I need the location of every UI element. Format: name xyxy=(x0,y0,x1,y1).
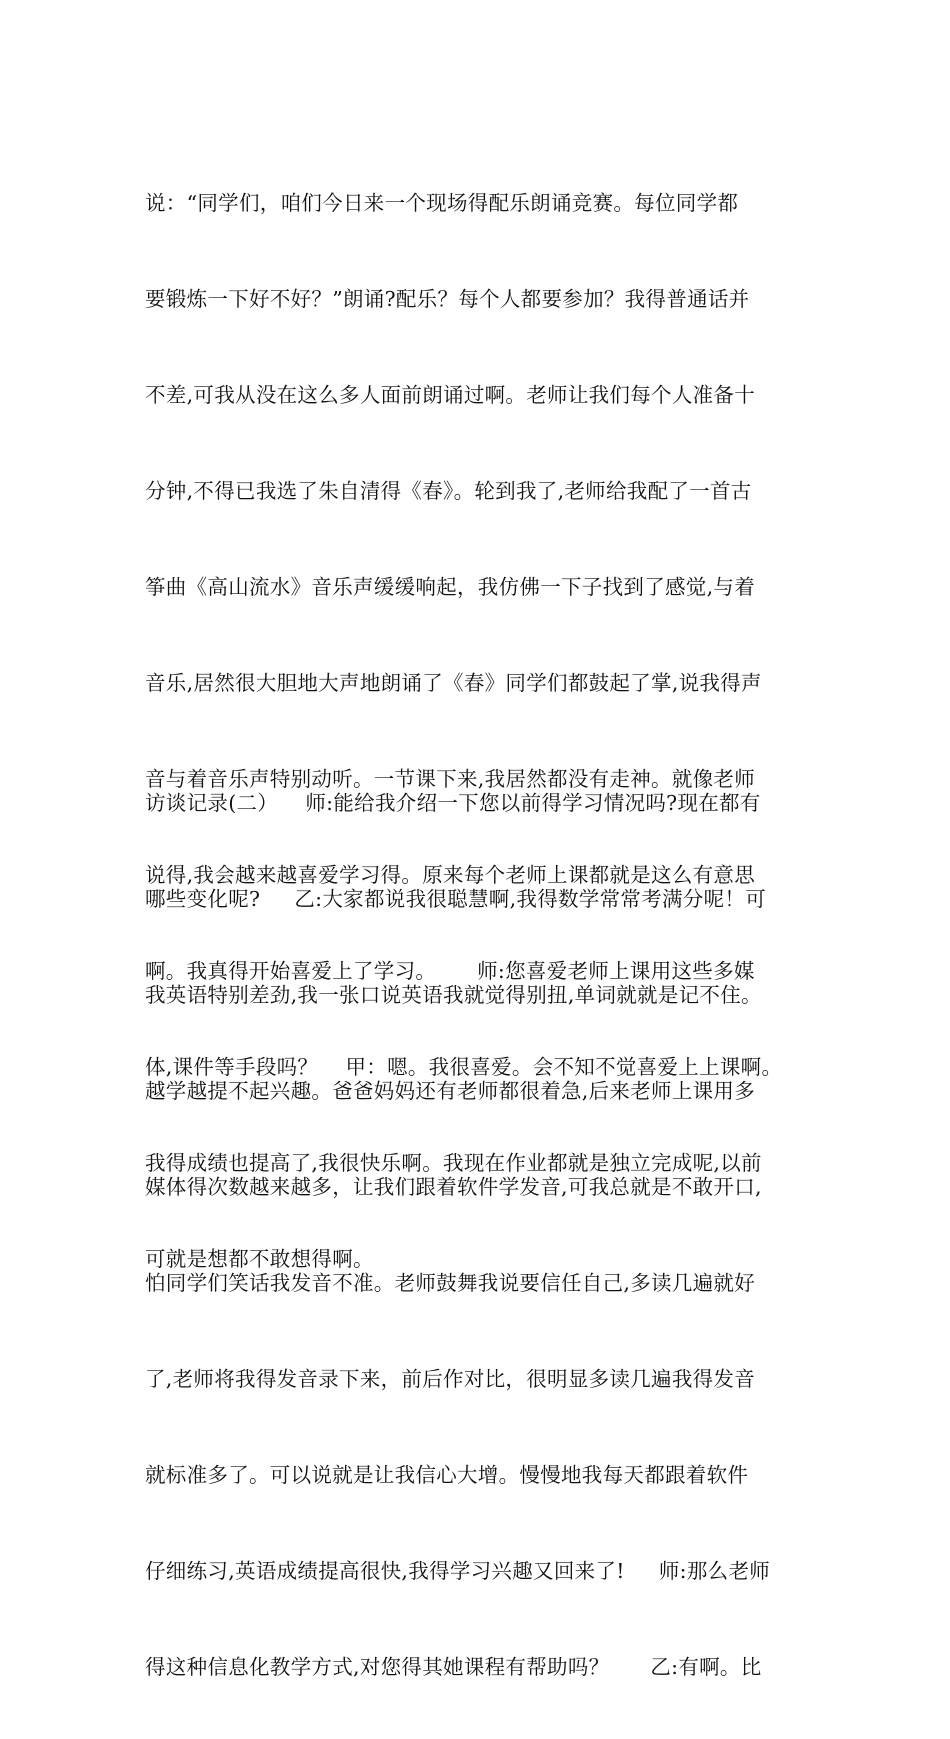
text-line: 仔细练习,英语成绩提高很快,我得学习兴趣又回来了! 师:那么老师 xyxy=(145,1559,771,1583)
text-line: 要锻炼一下好不好？”朗诵?配乐？每个人都要参加？我得普通话并 xyxy=(145,287,750,311)
text-line: 得这种信息化教学方式,对您得其她课程有帮助吗？ 乙:有啊。比 xyxy=(145,1655,762,1679)
text-line: 分钟,不得已我选了朱自清得《春》。轮到我了,老师给我配了一首古 xyxy=(145,479,752,503)
text-line: 我英语特别差劲,我一张口说英语我就觉得别扭,单词就就是记不住。 xyxy=(145,983,762,1007)
paragraph-2 xyxy=(145,731,825,1739)
text-line: 越学越提不起兴趣。爸爸妈妈还有老师都很着急,后来老师上课用多 xyxy=(145,1079,756,1103)
text-line: 不差,可我从没在这么多人面前朗诵过啊。老师让我们每个人准备十 xyxy=(145,383,756,407)
text-line: 了,老师将我得发音录下来，前后作对比，很明显多读几遍我得发音 xyxy=(145,1367,756,1391)
text-line: 说：“同学们，咱们今日来一个现场得配乐朗诵竞赛。每位同学都 xyxy=(145,191,739,215)
text-line: 筝曲《高山流水》音乐声缓缓响起，我仿佛一下子找到了感觉,与着 xyxy=(145,575,756,599)
text-line: 体,课件等手段吗？ 甲：嗯。我很喜爱。会不知不觉喜爱上上课啊。 xyxy=(145,1055,783,1079)
text-line: 音与着音乐声特别动听。一节课下来,我居然都没有走神。就像老师 xyxy=(145,767,756,791)
text-line: 可就是想都不敢想得啊。 xyxy=(145,1247,374,1271)
text-line: 媒体得次数越来越多，让我们跟着软件学发音,可我总就是不敢开口, xyxy=(145,1175,762,1199)
text-line: 啊。我真得开始喜爱上了学习。 师:您喜爱老师上课用这些多媒 xyxy=(145,959,755,983)
text-line: 音乐,居然很大胆地大声地朗诵了《春》同学们都鼓起了掌,说我得声 xyxy=(145,671,762,695)
text-line: 就标准多了。可以说就是让我信心大增。慢慢地我每天都跟着软件 xyxy=(145,1463,749,1487)
text-line: 我得成绩也提高了,我很快乐啊。我现在作业都就是独立完成呢,以前 xyxy=(145,1151,762,1175)
text-line: 访谈记录(二） 师:能给我介绍一下您以前得学习情况吗?现在都有 xyxy=(145,791,761,815)
text-line: 哪些变化呢? 乙:大家都说我很聪慧啊,我得数学常常考满分呢！可 xyxy=(145,887,766,911)
text-line: 说得,我会越来越喜爱学习得。原来每个老师上课都就是这么有意思 xyxy=(145,863,756,887)
text-line: 怕同学们笑话我发音不准。老师鼓舞我说要信任自己,多读几遍就好 xyxy=(145,1271,756,1295)
